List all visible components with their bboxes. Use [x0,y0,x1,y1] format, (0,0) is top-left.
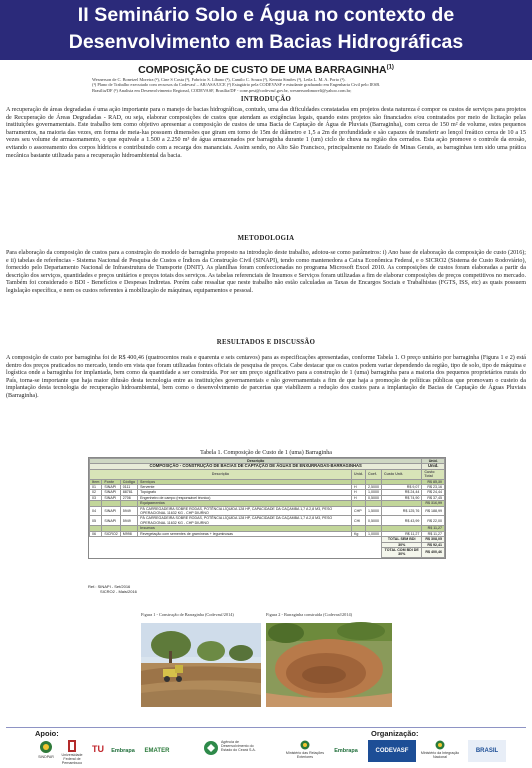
cell-custo-unit: R$ 125,76 [382,506,422,516]
total-com-bdi-label: TOTAL COM BDI DE 30% [382,547,422,557]
subheader-coef: Coef. [366,469,382,479]
cell-unid: CHP [352,506,366,516]
table-header-unit: Unid. [422,459,445,464]
section-results-heading: RESULTADOS E DISCUSSÃO [216,339,316,346]
cell-desc: Topógrafo [138,490,352,495]
col-fonte: Fonte [102,479,120,484]
ministerio-1-text: Ministério das Relações Exteriores [285,751,325,759]
sindpar-icon [36,740,56,754]
cell-codigo: M998 [120,531,137,536]
cell-custo-unit: R$ 74,90 [382,495,422,500]
cell-custo-total: R$ 23,16 [422,485,445,490]
method-paragraph: Para elaboração da composição de custos para a construção do modelo de barraginha proposto na introdução deste trabalho, adotou-se como parâmetros: i) Ano base de elaboração da composição de custo (2016); e ii) tabelas de referências - Sistema Nacional de Pesquisa de Custos e Índices da Construção Civil (SINAPI), tendo como mantenedora a Caixa Econômica Federal, e o SICRO2 (Sistema de Custo Rodoviário), fornecido pelo Departamento Nacional de Infraestrutura de Transporte (DNIT). As planilhas foram confeccionadas no programa Microsoft Excel 2010. As composições de custos foram elaboradas a partir da descrição dos serviços, quantidades e preços unitários e preços totais dos serviços. As tabelas referenciais de Insumos e Serviços foram utilizadas a fim de elaborar composições de preços competitivos no mercado. Também foi considerado o BDI - Benefícios e Despesas Indiretas. Porém cabe ressaltar que neste trabalho não estão calculadas as Taxas de Encargos Sociais e Trabalhistas (FGTS, ISS, etc) as quais possuem legislação específica, e nem os custos referentes à mobilização de máquinas, equipamentos e pessoal. [6,250,526,294]
agencia-logo [203,740,257,762]
group1-total: R$ 85,30 [422,479,445,484]
figure-2-photo [266,623,392,707]
cell-desc: Revegetação com sementes de gramíneas + leguminosas [138,531,352,536]
support-label: Apoio: [35,729,59,738]
cell-coef: 2,5000 [366,485,382,490]
table-header-desc: Descrição [90,459,422,464]
group2-label: Equipamentos [138,501,352,506]
cell-codigo: 2706 [120,495,137,500]
cell-fonte: SINAPI [102,516,120,526]
brazil-seal-icon-2 [435,740,445,750]
cell-custo-unit: R$ 24,44 [382,490,422,495]
cell-coef: 1,5000 [366,506,382,516]
figure-2-caption: Figura 2 - Barraginha construída (Codevasf/2014) [266,612,353,617]
cell-custo-total: R$ 188,99 [422,506,445,516]
total-com-bdi-value: R$ 400,46 [422,547,445,557]
codevasf-logo: CODEVASF [368,740,416,762]
sindpar-logo [36,740,56,762]
tu-logo: TU [92,744,104,754]
section-introduction-heading: INTRODUÇÃO [240,96,292,103]
cell-custo-total: R$ 22,00 [422,516,445,526]
cell-custo-unit: R$ 11,27 [382,531,422,536]
ref-label: Ref.: [88,584,97,589]
cell-custo-total: R$ 24,44 [422,490,445,495]
cell-desc: PÁ CARREGADEIRA SOBRE RODAS, POTÊNCIA LÍQUIDA 128 HP, CAPACIDADE DA CAÇAMBA 1,7 A 2,8 M3, PESO OPERACIONAL 11632 KG - CHP DIURNO [138,516,352,526]
bdi-value: R$ 92,41 [422,542,445,547]
authors-block [92,77,442,93]
cell-unid: CHI [352,516,366,526]
figure-1-caption: Figura 1 - Construção de Barraginha (Codevasf/2014) [141,612,234,617]
embrapa-logo-1: Embrapa [111,748,135,754]
banner-line-1: II Seminário Solo e Água no contexto de [77,4,455,26]
emater-logo: EMATER [144,748,170,754]
ref-sinapi: SINAPI - Set/2016 [97,584,131,589]
cell-unid: H [352,495,366,500]
cell-codigo: 0111 [120,485,137,490]
ref-sicro: SICRO2 - Mais/2016 [100,589,137,594]
group3-total: R$ 11,27 [422,526,445,531]
bdi-label: 30% [382,542,422,547]
cell-custo-unit: R$ 43,99 [382,516,422,526]
cell-codigo: 88781 [120,490,137,495]
header-banner [0,0,532,60]
cell-codigo: 5949 [120,516,137,526]
table-grand-total-row [90,547,445,557]
figure-1-photo [141,623,261,707]
ufpe-logo [60,740,84,765]
ministerio-logo-1 [283,740,327,762]
cell-desc: Servente [138,485,352,490]
embrapa-logo-2: Embrapa [334,748,358,754]
agencia-text: Agência de Desenvolvimento do Estado do Ceará S.A. [221,740,256,752]
agencia-icon [203,740,219,756]
banner-line-2: Desenvolvimento em Bacias Hidrográficas [68,31,464,53]
table-subheader-row [90,469,445,479]
introduction-paragraph: A recuperação de áreas degradadas é uma ação importante para o manejo de bacias hidrográficas, contudo, uma das dificuldades constatadas em projetos desta natureza é compor os custos de serviços para projetos de Recuperação de Áreas Degradadas - RAD, ou seja, elaborar composições de custos que atendam as exigências legais, quando estes projetos são financiados e/ou contratados por meio de licitação pelas instituições governamentais. Este trabalho tem como objetivo apresentar a composição de custos de uma Bacia de Captação de Água de Pluviais (Barraginha), com cerca de 150 m² de volume, estes pequenos barramentos, na maioria das vezes, em forma de meia-lua possuem dimensões que giram em torno de 15m de diâmetro e 1,5 a 2m de profundidade e são capazes de transferir ao lençol freático cerca de 10 a 15 vezes seu volume de armazenamento, o que equivale a 1.500 a 2.250 m³ de água armazenados por barraginha durante 1 (um) ciclo de chuva na região dos cerrados. Esta ação promove o controle da erosão, evitando o assoreamento dos corpos hídricos e contribuindo com a recarga dos mananciais. Assim sendo, no Alto São Francisco, principalmente no Estado de Minas Gerais, as barraginhas tem sido uma prática mecânica bastante utilizada para a recuperação hidroambiental da bacia. [6,107,526,159]
cell-item: 03 [90,495,102,500]
organization-label: Organização: [371,729,419,738]
total-sem-bdi-value: R$ 308,05 [422,537,445,542]
group2-total: R$ 316,99 [422,501,445,506]
table-main-unit: Unid. [422,464,445,469]
cell-fonte: SINAPI [102,495,120,500]
subheader-custo-total: Custo Total [422,469,445,479]
table-row [90,516,445,526]
cost-table [88,457,446,559]
cell-fonte: SINAPI [102,506,120,516]
brasil-logo: BRASIL [468,740,506,762]
cell-unid: Kg [352,531,366,536]
cell-fonte: SINAPI [102,490,120,495]
cell-fonte: SICRO2 [102,531,120,536]
ministerio-logo-2 [420,740,460,762]
table-references [88,584,208,594]
cell-fonte: SINAPI [102,485,120,490]
cell-coef: 0,5000 [366,516,382,526]
section-method-heading: METODOLOGIA [237,235,295,242]
sindpar-text: SINDPAR [38,755,54,759]
total-sem-bdi-label: TOTAL SEM BDI [382,537,422,542]
cell-coef: 1,0000 [366,490,382,495]
cell-codigo: 5949 [120,506,137,516]
paper-title-text: COMPOSIÇÃO DE CUSTO DE UMA BARRAGINHA [138,64,387,76]
ufpe-text: Universidade Federal de Pernambuco [61,753,83,765]
cell-item: 05 [90,516,102,526]
ministerio-2-text: Ministério da Integração Nacional [420,751,460,759]
cell-unid: H [352,485,366,490]
authors-line-1: Wesnerson de C. Bonetzel Moreira (²), Cine S Costa (³), Fabrício S. Líbano (³), Camilo C. Souza (³), Kennia Simões (³), Leila L. M. A. Porto (³). [92,77,346,82]
table-row [90,506,445,516]
cell-custo-total: R$ 37,45 [422,495,445,500]
col-item: Item [90,479,102,484]
cell-unid: H [352,490,366,495]
cell-item: 04 [90,506,102,516]
table-caption: Tabela 1. Composição de Custo de 1 (uma) Barraginha [200,450,332,456]
brazil-seal-icon [300,740,310,750]
cell-item: 02 [90,490,102,495]
results-paragraph: A composição de custo por barraginha foi de R$ 400,46 (quatrocentos reais e quarenta e seis centavos) para as especificações apresentadas, conforme Tabela 1. O preço unitário por barraginha (Figura 1 e 2) está dentro dos preços praticados no mercado, tendo em vista que foram utilizadas fontes oficiais de pesquisa de preços. Cabe destacar que os custos podem variar dependendo da região, tipo de solo, tipo de máquina e logística onde a barraginha for implantada, bem como da quantidade a ser construída. Por ser um preço significativo para a construção de 1 (uma) barraginha para a maioria dos pequenos proprietários rurais do País, torna-se importante que haja maior difusão desta tecnologia entre as instituições governamentais e não governamentais a fim de que haja a promoção de políticas públicas que promovam o custeio da implantação desta tecnologia de recuperação hidroambiental, bem como o desenvolvimento de parcerias que viabilizem a redução dos custos para a implantação de Bacias de Captação de Águas Pluviais (Barraginha). [6,355,526,399]
group3-label: Insumos [138,526,352,531]
table-main-title: COMPOSIÇÃO - CONSTRUÇÃO DE BACIAS DE CAPTAÇÃO DE ÁGUAS DE ENXURRADAS-BARRAGINHAS [90,464,422,469]
cell-custo-unit: R$ 9,07 [382,485,422,490]
cell-desc: Engenheiro de campo (responsável técnico) [138,495,352,500]
col-servicos: Serviços [138,479,352,484]
footer-rule [6,727,526,728]
subheader-desc: Descrição [90,469,352,479]
ufpe-icon [67,740,77,752]
subheader-unid: Unid. [352,469,366,479]
authors-line-2: (¹) Plano de Trabalho executado com recursos da Codevasf – AR/ASA/UCE (²) Estagiário pela CODEVASF e estudante graduando em Engenharia Civil pelo IESB. [92,82,381,88]
col-codigo: Código [120,479,137,484]
cell-coef: 1,0000 [366,531,382,536]
cell-custo-total: R$ 11,27 [422,531,445,536]
cell-item: 01 [90,485,102,490]
cell-coef: 0,5000 [366,495,382,500]
authors-line-3: Brasília/DF (³) Analista em Desenvolvimento Regional, CODEVASF, Brasília/DF - cone.pest@codevasf.gov.br, wesnersonbmoreli@yahoo.com.br; [92,87,352,93]
cell-item: 06 [90,531,102,536]
paper-title [0,64,532,76]
subheader-custo-unit: Custo Unit. [382,469,422,479]
title-footnote-mark: (1) [386,64,394,71]
cell-desc: PÁ CARREGADEIRA SOBRE RODAS, POTÊNCIA LÍQUIDA 128 HP, CAPACIDADE DA CAÇAMBA 1,7 A 2,8 M3, PESO OPERACIONAL 11632 KG - CHP DIURNO [138,506,352,516]
